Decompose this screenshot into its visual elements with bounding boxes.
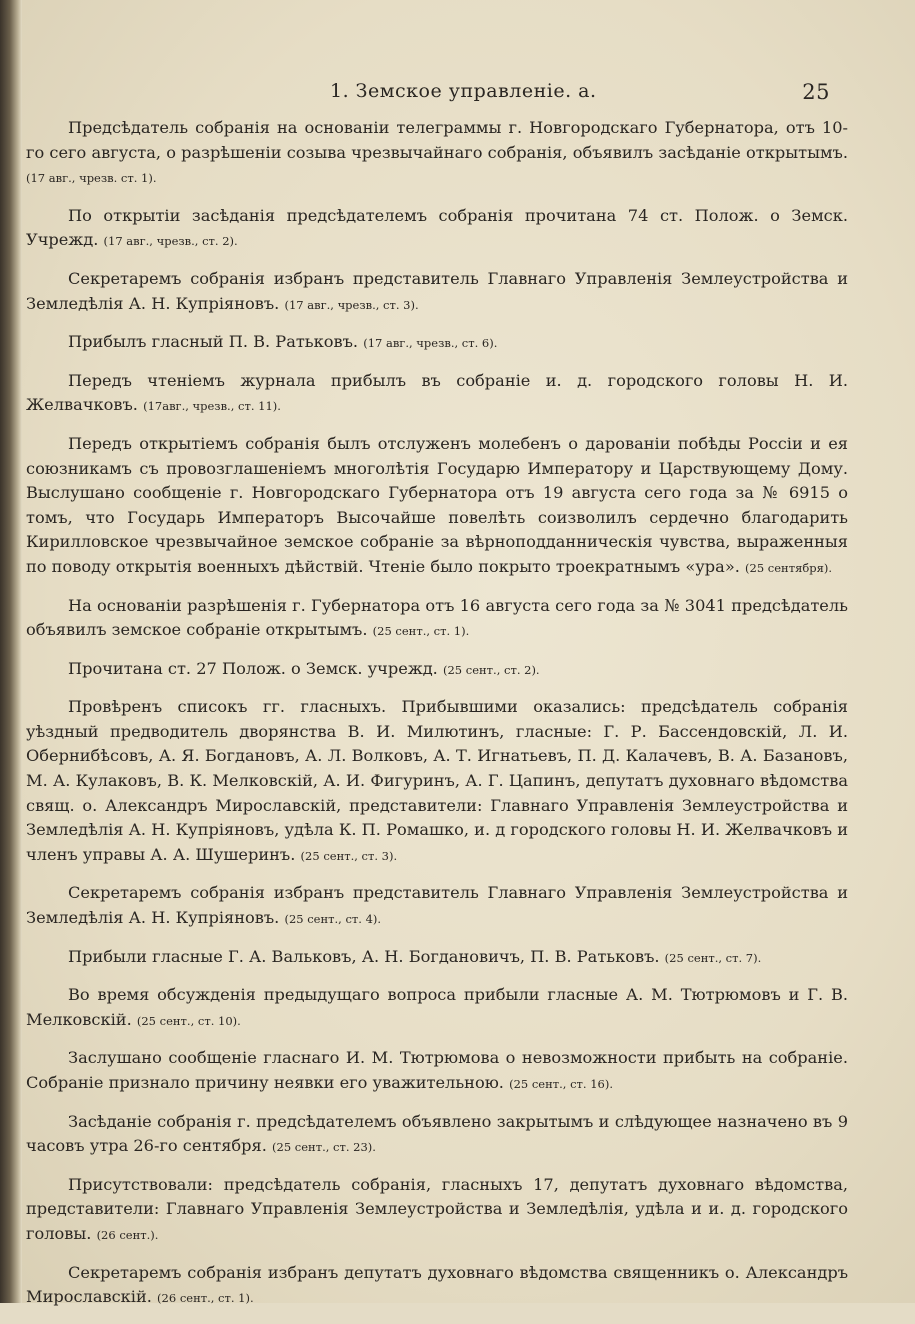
paragraph-reference: (17 авг., чрезв., ст. 2).	[103, 234, 238, 249]
paragraph	[26, 881, 848, 931]
paragraph-reference: (17 авг., чрезв. ст. 1).	[26, 171, 157, 186]
paragraph-reference: (25 сент., ст. 4).	[284, 912, 382, 927]
page-body	[26, 116, 848, 1324]
paragraph	[26, 945, 848, 971]
paragraph-reference: (25 сент., ст. 10).	[136, 1013, 241, 1028]
paragraph-reference: (17 авг., чрезв., ст. 3).	[284, 297, 419, 312]
paragraph-text: Секретаремъ собранія избранъ депутатъ духовнаго вѣдомства священникъ о. Александръ Мирославскій.	[26, 1262, 848, 1307]
paragraph	[26, 116, 848, 191]
header-title: 1. Земское управленіе. а.	[330, 80, 597, 102]
paragraph-reference: (25 сент., ст. 16).	[509, 1077, 613, 1091]
paragraph-text: Заслушано сообщеніе гласнаго И. М. Тютрюмова о невозможности прибыть на собраніе. Собраніе признало причину неявки его уважительною.	[26, 1048, 848, 1092]
paragraph-reference: (25 сент., ст. 3).	[300, 848, 398, 863]
paragraph-text: Провѣренъ списокъ гг. гласныхъ. Прибывшими оказались: предсѣдатель собранія уѣздный предводитель дворянства В. И. Милютинъ, гласные: Г. Р. Бассендовскій, Л. И. Обернибѣсовъ, А. Я. Богдановъ, А. Л. Волковъ, А. Т. Игнатьевъ, П. Д. Калачевъ, В. А. Базановъ, М. А. Кулаковъ, В. К. Мелковскій, А. И. Фигуринъ, А. Г. Цапинъ, депутатъ духовнаго вѣдомства свящ. о. Александръ Мирославскій, представители: Главнаго Управленія Землеустройства и Земледѣлія А. Н. Купріяновъ, удѣла К. П. Ромашко, и. д городского головы Н. И. Желвачковъ и членъ управы А. А. Шушеринъ.	[26, 697, 848, 864]
paragraph	[26, 330, 848, 356]
paragraph-reference: (26 сент.).	[96, 1227, 159, 1242]
paragraph-text: Передъ чтеніемъ журнала прибылъ въ собраніе и. д. городского головы Н. И. Желвачковъ.	[26, 370, 848, 415]
paragraph	[26, 1110, 848, 1160]
paragraph-reference: (26 сент., ст. 1).	[157, 1291, 254, 1306]
paragraph-text: Передъ открытіемъ собранія былъ отслуженъ молебенъ о дарованіи побѣды Россіи и ея союзникамъ съ провозглашеніемъ многолѣтія Государю Императору и Царствующему Дому. Выслушано сообщеніе г. Новгородскаго Губернатора отъ 19 августа сего года за № 6915 о томъ, что Государь Императоръ Высочайше повелѣть соизволилъ сердечно благодарить Кирилловское чрезвычайное земское собраніе за вѣрноподданническія чувства, выраженныя по поводу открытія военныхъ дѣйствій. Чтеніе было покрыто троекратнымъ «ура».	[26, 433, 848, 576]
paragraph	[26, 695, 848, 868]
paragraph-text: Предсѣдатель собранія на основаніи телеграммы г. Новгородскаго Губернатора, отъ 10-го сего августа, о разрѣшеніи созыва чрезвычайнаго собранія, объявилъ засѣданіе открытымъ.	[26, 118, 848, 162]
paragraph-reference: (25 сент., ст. 23).	[272, 1140, 376, 1155]
paragraph-text: На основаніи разрѣшенія г. Губернатора отъ 16 августа сего года за № 3041 предсѣдатель объявилъ земское собраніе открытымъ.	[26, 595, 848, 640]
paragraph-text: Засѣданіе собранія г. предсѣдателемъ объявлено закрытымъ и слѣдующее назначено въ 9 часовъ утра 26-го сентября.	[26, 1111, 848, 1156]
paragraph-text: Секретаремъ собранія избранъ представитель Главнаго Управленія Землеустройства и Земледѣлія А. Н. Купріяновъ.	[26, 268, 848, 313]
paragraph-reference: (17 авг., чрезв., ст. 6).	[363, 336, 498, 351]
paragraph	[26, 594, 848, 644]
paragraph	[26, 204, 848, 254]
paragraph-reference: (25 сентября).	[745, 560, 833, 575]
page-number: 25	[802, 80, 830, 104]
paragraph	[26, 1046, 848, 1096]
paragraph-text: Присутствовали: предсѣдатель собранія, гласныхъ 17, депутатъ духовнаго вѣдомства, представители: Главнаго Управленія Землеустройства и Земледѣлія, удѣла и и. д. городского головы.	[26, 1174, 848, 1243]
paragraph	[26, 1173, 848, 1248]
paragraph-text: Секретаремъ собранія избранъ представитель Главнаго Управленія Землеустройства и Земледѣлія А. Н. Купріяновъ.	[26, 883, 848, 928]
paragraph	[26, 267, 848, 317]
paragraph-text: Прибыли гласные Г. А. Вальковъ, А. Н. Богдановичъ, П. В. Ратьковъ.	[68, 946, 660, 966]
paragraph-text: По открытіи засѣданія предсѣдателемъ собранія прочитана 74 ст. Полож. о Земск. Учрежд.	[26, 205, 848, 250]
paragraph-reference: (17авг., чрезв., ст. 11).	[143, 399, 281, 414]
paragraph-reference: (25 сент., ст. 2).	[443, 662, 540, 677]
book-spine-shadow	[0, 0, 22, 1303]
running-header	[330, 80, 830, 108]
paragraph	[26, 983, 848, 1033]
paragraph	[26, 432, 848, 581]
paragraph-reference: (25 сент., ст. 1).	[372, 624, 470, 639]
paragraph	[26, 369, 848, 419]
paragraph	[26, 657, 848, 683]
paragraph	[26, 1261, 848, 1311]
paragraph-text: Прибылъ гласный П. В. Ратьковъ.	[68, 332, 359, 352]
paragraph-text: Во время обсужденія предыдущаго вопроса прибыли гласные А. М. Тютрюмовъ и Г. В. Мелковскій.	[26, 985, 848, 1029]
paragraph-text: Прочитана ст. 27 Полож. о Земск. учрежд.	[68, 658, 438, 678]
paragraph-reference: (25 сент., ст. 7).	[664, 950, 762, 965]
